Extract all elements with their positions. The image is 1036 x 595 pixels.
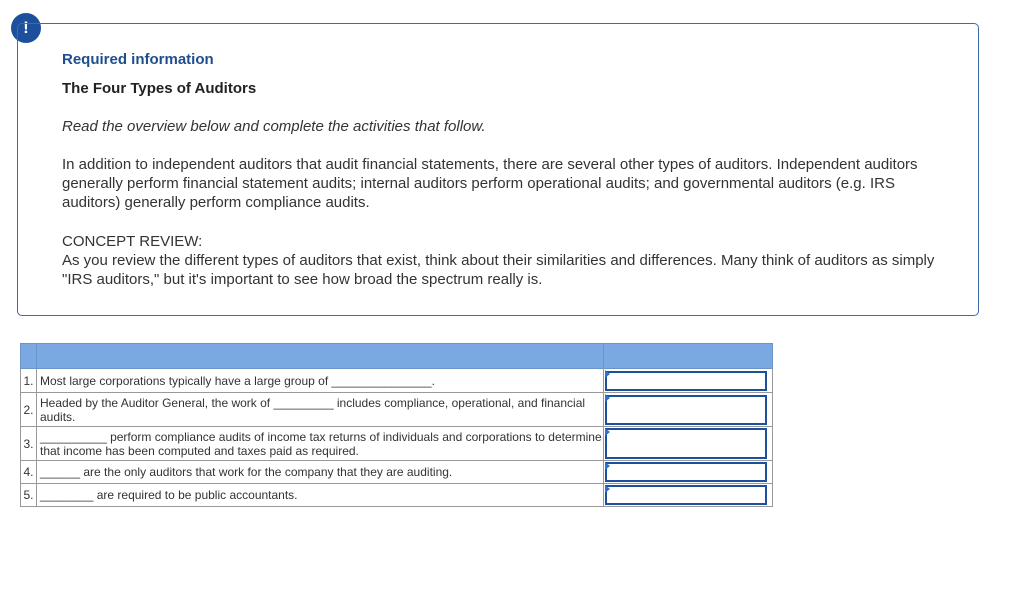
alert-icon: ! (11, 13, 41, 43)
table-row (21, 484, 773, 507)
question-table (20, 343, 773, 507)
dropdown-flag-icon (605, 428, 610, 436)
question-text: ______ are the only auditors that work for the company that they are auditing. (37, 461, 604, 484)
table-row (21, 393, 773, 427)
overview-paragraph: In addition to independent auditors that audit financial statements, there are several other types of auditors. Independent auditors generally perform financial statement audits; internal auditors perform operational audits; and governmental auditors (e.g. IRS auditors) generally perform compliance audits. (62, 156, 918, 211)
required-information-panel (17, 23, 979, 316)
question-text: Headed by the Auditor General, the work of _________ includes compliance, operational, and financial audits. (37, 393, 604, 427)
question-number: 1. (21, 369, 37, 393)
question-text: Most large corporations typically have a large group of _______________. (37, 369, 604, 393)
table-row (21, 427, 773, 461)
question-text: ________ are required to be public accountants. (37, 484, 604, 507)
dropdown-flag-icon (605, 462, 610, 470)
answer-input-3[interactable] (605, 428, 767, 459)
answer-input-2[interactable] (605, 395, 767, 425)
concept-review-label: CONCEPT REVIEW: (62, 233, 203, 250)
question-number: 5. (21, 484, 37, 507)
section-subtitle: The Four Types of Auditors (62, 80, 257, 97)
question-number: 3. (21, 427, 37, 461)
instruction-text: Read the overview below and complete the activities that follow. (62, 118, 486, 135)
answer-input-4[interactable] (605, 462, 767, 482)
required-info-title: Required information (62, 51, 214, 68)
dropdown-flag-icon (605, 485, 610, 493)
answer-input-5[interactable] (605, 485, 767, 505)
answer-cell[interactable] (604, 461, 773, 484)
table-header-row (21, 344, 773, 369)
answer-cell[interactable] (604, 427, 773, 461)
dropdown-flag-icon (605, 370, 610, 378)
answer-cell[interactable] (604, 484, 773, 507)
question-number: 4. (21, 461, 37, 484)
dropdown-flag-icon (605, 394, 610, 402)
answer-cell[interactable] (604, 369, 773, 393)
answer-cell[interactable] (604, 393, 773, 427)
answer-input-1[interactable] (605, 371, 767, 391)
concept-review-paragraph: As you review the different types of auditors that exist, think about their similarities and differences. Many think of auditors as simply "IRS auditors," but it's important to see how broad the spectrum really is. (62, 252, 935, 288)
table-row (21, 369, 773, 393)
table-row (21, 461, 773, 484)
question-text: __________ perform compliance audits of income tax returns of individuals and corporations to determine that income has been computed and taxes paid as required. (37, 427, 604, 461)
question-number: 2. (21, 393, 37, 427)
